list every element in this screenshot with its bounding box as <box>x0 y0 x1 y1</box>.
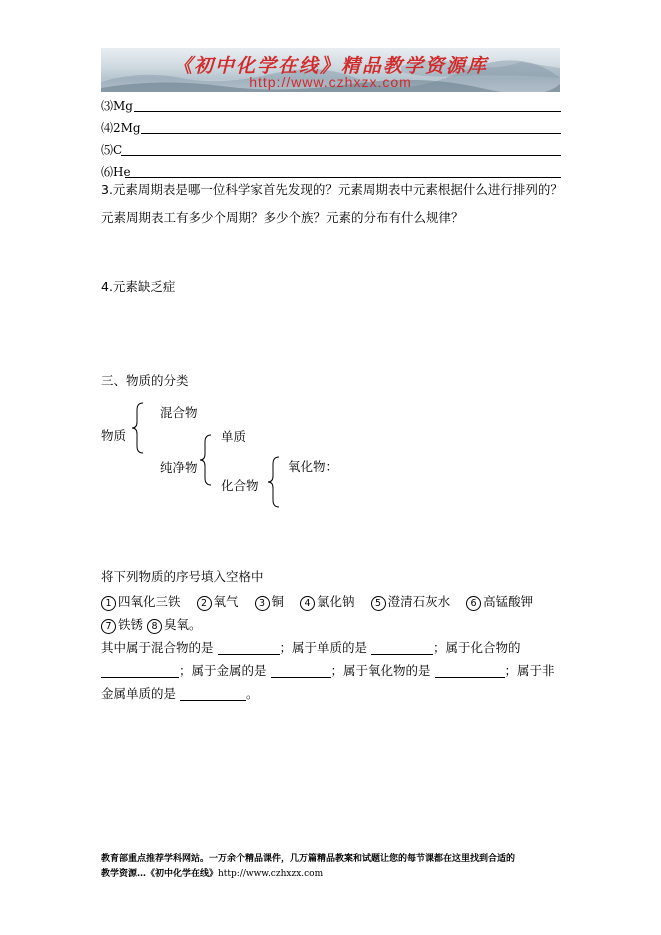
banner-url: http://www.czhxzx.com <box>249 74 412 90</box>
fill-row <box>101 141 561 159</box>
answer-blank[interactable] <box>371 640 433 655</box>
brace-icon <box>267 456 281 508</box>
answer-line[interactable] <box>134 111 561 112</box>
answer-blank[interactable] <box>101 663 179 678</box>
answer-blank[interactable] <box>271 663 331 678</box>
option-number: 4 <box>300 596 315 611</box>
answer-paragraph <box>101 636 563 705</box>
brace-icon <box>131 402 145 454</box>
option-number: 2 <box>197 596 212 611</box>
banner-title: 《初中化学在线》精品教学资源库 <box>172 55 488 77</box>
tree-element: 单质 <box>221 429 247 444</box>
answer-blank[interactable] <box>180 686 246 701</box>
tree-pure: 纯净物 <box>160 460 198 475</box>
option-text: 铜 <box>271 594 285 609</box>
header-banner <box>101 48 560 92</box>
answer-prompt: ；属于单质的是 <box>279 640 368 655</box>
option-number: 3 <box>255 596 270 611</box>
answer-line[interactable] <box>141 133 561 134</box>
question-3: 3.元素周期表是哪一位科学家首先发现的？元素周期表中元素根据什么进行排列的？元素周期表工有多少个周期？多少个族？元素的分布有什么规律？ <box>101 182 563 225</box>
tree-root: 物质 <box>101 428 127 443</box>
option-item <box>147 613 202 636</box>
option-text: 氧气 <box>213 594 239 609</box>
option-item <box>371 590 451 613</box>
option-item <box>101 613 143 636</box>
answer-blank[interactable] <box>218 640 280 655</box>
option-number: 1 <box>101 596 116 611</box>
brace-icon <box>199 434 213 486</box>
footer-site-name: 教学资源…《初中化学在线》 <box>101 869 219 879</box>
option-item <box>101 590 181 613</box>
option-text: 高锰酸钾 <box>483 594 534 609</box>
option-text: 铁锈 <box>118 617 144 632</box>
tree-mixture: 混合物 <box>160 405 198 420</box>
option-item <box>255 590 285 613</box>
page-footer <box>101 852 566 882</box>
fill-row-label: ⑶Mg <box>101 99 133 113</box>
answer-blank[interactable] <box>435 663 505 678</box>
footer-url[interactable]: http://www.czhxzx.com <box>218 869 324 879</box>
fill-row-label: ⑹He <box>101 165 131 179</box>
answer-prompt: ；属于化合物的 <box>433 640 521 655</box>
option-item <box>197 590 239 613</box>
answer-prompt: ；属于非金属单质的是 <box>101 663 555 701</box>
footer-line: 教育部重点推荐学科网站。一万余个精品课件，几万篇精品教案和试题让您的每节课都在这里找到合适的 <box>101 854 516 864</box>
answer-prompt: 其中属于混合物的是 <box>101 640 214 655</box>
option-text: 臭氧。 <box>164 617 202 632</box>
question-4: 4.元素缺乏症 <box>101 279 176 294</box>
section-heading: 三、物质的分类 <box>101 373 189 388</box>
fill-row <box>101 97 561 115</box>
option-number: 5 <box>371 596 386 611</box>
option-text: 澄清石灰水 <box>387 594 451 609</box>
option-text: 氯化钠 <box>317 594 355 609</box>
fill-row-label: ⑸C <box>101 143 123 157</box>
option-number: 7 <box>101 619 116 634</box>
fill-row-label: ⑷2Mg <box>101 121 141 135</box>
task-title: 将下列物质的序号填入空格中 <box>101 569 264 584</box>
option-number: 8 <box>147 619 162 634</box>
fill-row <box>101 119 561 137</box>
tree-compound: 化合物 <box>221 478 259 493</box>
option-text: 四氧化三铁 <box>118 594 181 609</box>
option-item <box>466 590 533 613</box>
option-number: 6 <box>466 596 481 611</box>
answer-prompt: ；属于金属的是 <box>179 663 267 678</box>
option-item <box>300 590 355 613</box>
tree-oxide: 氧化物： <box>288 459 339 474</box>
answer-prompt: 。 <box>246 686 259 701</box>
answer-prompt: ；属于氧化物的是 <box>330 663 431 678</box>
options-list <box>101 590 563 636</box>
footer-line <box>101 867 566 882</box>
answer-line[interactable] <box>121 155 561 156</box>
